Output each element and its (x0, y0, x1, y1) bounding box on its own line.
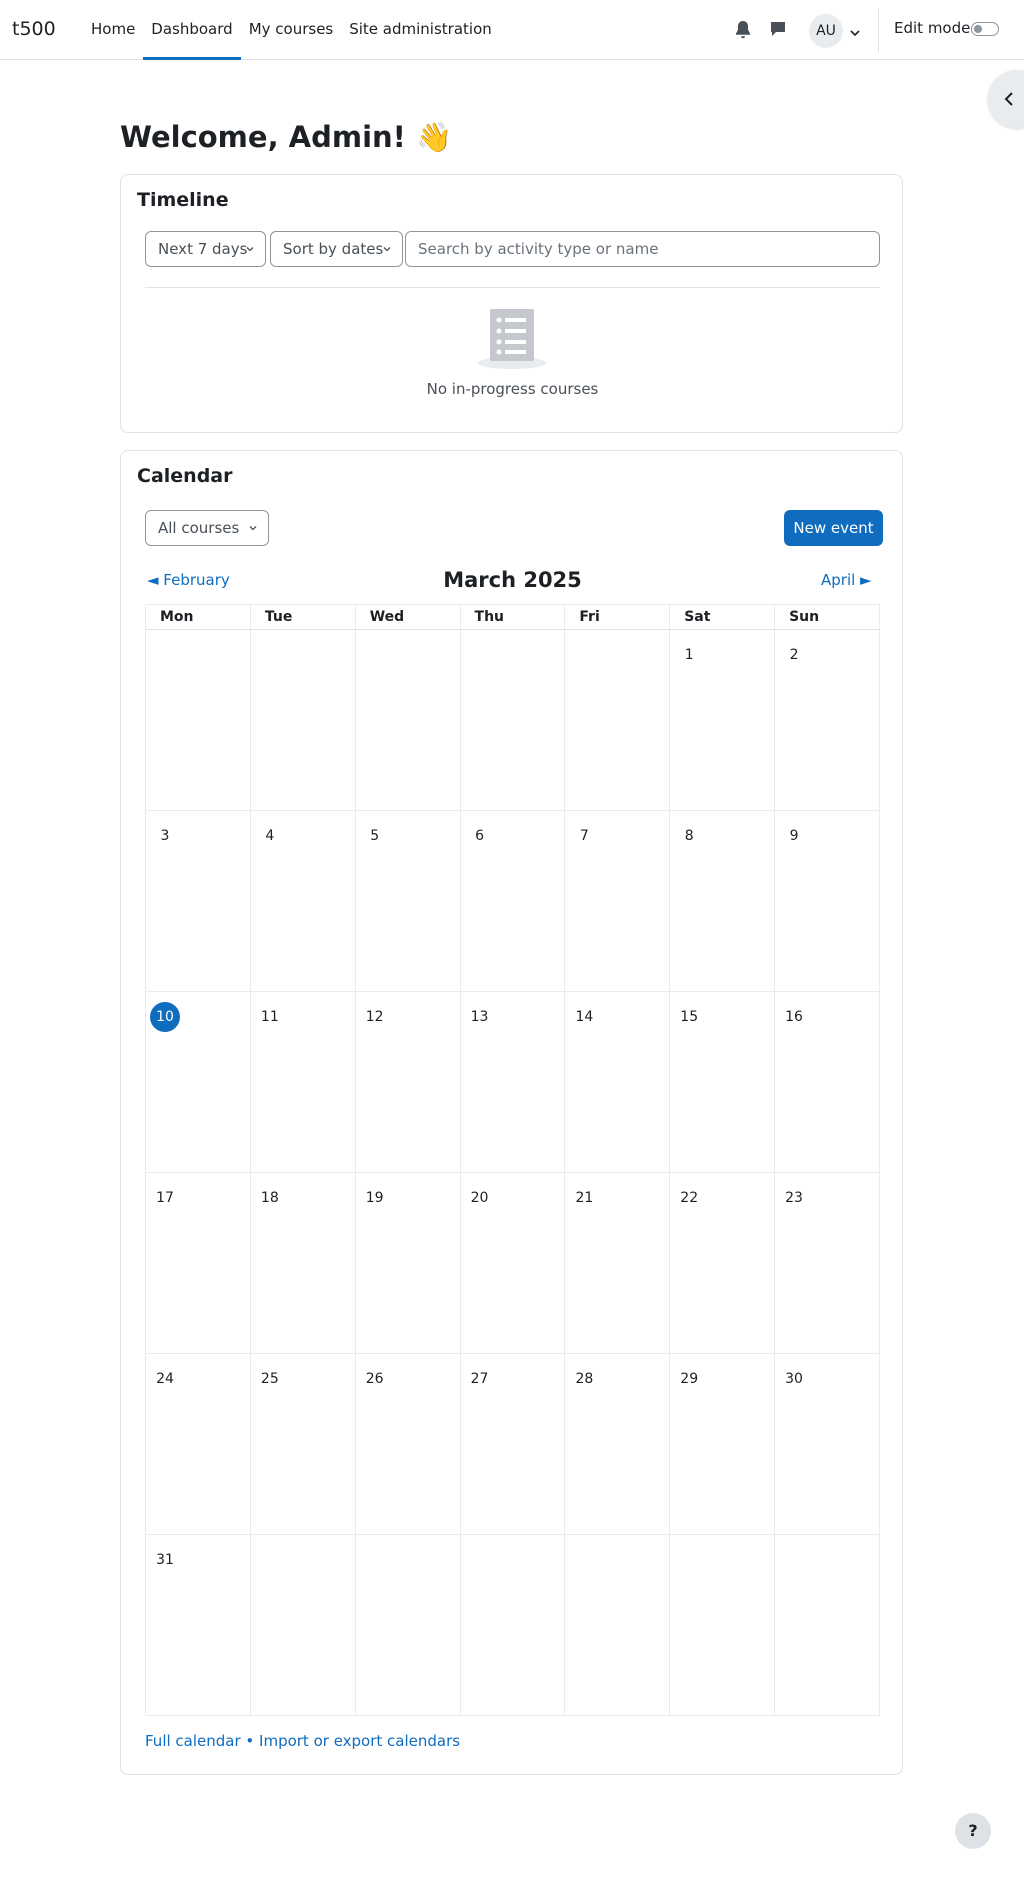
calendar-week-row (146, 1354, 880, 1535)
calendar-day-cell[interactable] (460, 992, 565, 1173)
top-navbar (0, 0, 1024, 60)
weekday-header: Fri (565, 605, 670, 630)
day-number: 7 (579, 828, 589, 844)
navbar-divider (878, 8, 879, 52)
calendar-empty-cell (565, 1535, 670, 1716)
day-number: 31 (156, 1552, 174, 1568)
day-number: 20 (470, 1190, 489, 1206)
open-block-drawer-button[interactable] (988, 70, 1024, 128)
weekday-header: Thu (460, 605, 565, 630)
calendar-day-cell[interactable] (460, 1354, 565, 1535)
next-month-link[interactable]: April ► (821, 571, 872, 589)
calendar-day-cell[interactable] (146, 811, 251, 992)
day-number: 24 (156, 1371, 174, 1387)
day-number: 11 (260, 1009, 279, 1025)
day-number: 29 (680, 1371, 699, 1387)
timeline-empty-message: No in-progress courses (426, 380, 599, 398)
chevron-down-icon[interactable] (849, 24, 861, 36)
day-number: 14 (575, 1009, 594, 1025)
site-brand[interactable]: t500 (12, 18, 56, 40)
day-number: 18 (260, 1190, 279, 1206)
timeline-range-dropdown[interactable]: Next 7 days (145, 231, 266, 267)
calendar-course-filter[interactable]: All courses (145, 510, 269, 546)
calendar-day-cell[interactable] (775, 992, 880, 1173)
day-number: 28 (575, 1371, 594, 1387)
calendar-day-cell[interactable] (146, 1535, 251, 1716)
day-number: 26 (365, 1371, 384, 1387)
day-number: 30 (785, 1371, 803, 1387)
day-number: 22 (680, 1190, 699, 1206)
primary-navigation (83, 0, 500, 60)
day-number: 8 (684, 828, 694, 844)
day-number: 27 (470, 1371, 489, 1387)
chat-icon[interactable] (769, 20, 789, 40)
calendar-empty-cell (775, 1535, 880, 1716)
day-number: 16 (785, 1009, 803, 1025)
calendar-empty-cell (460, 1535, 565, 1716)
calendar-day-cell[interactable] (775, 630, 880, 811)
nav-site-administration[interactable]: Site administration (349, 20, 492, 38)
day-number: 25 (260, 1371, 279, 1387)
chevron-down-icon (382, 244, 392, 254)
day-number: 12 (365, 1009, 384, 1025)
timeline-title: Timeline (137, 189, 229, 211)
calendar-day-cell[interactable] (670, 1354, 775, 1535)
calendar-day-cell[interactable] (460, 1173, 565, 1354)
calendar-day-cell[interactable] (565, 1354, 670, 1535)
calendar-week-row (146, 1173, 880, 1354)
calendar-day-cell[interactable] (355, 992, 460, 1173)
calendar-day-cell[interactable] (670, 1173, 775, 1354)
weekday-header: Tue (250, 605, 355, 630)
calendar-week-row (146, 992, 880, 1173)
day-number: 6 (475, 828, 484, 844)
calendar-day-cell[interactable] (250, 992, 355, 1173)
import-export-calendars-link[interactable]: Import or export calendars (259, 1732, 461, 1750)
chevron-left-icon (1002, 91, 1016, 107)
calendar-empty-cell (250, 1535, 355, 1716)
empty-courses-icon (476, 307, 548, 375)
weekday-header: Sat (670, 605, 775, 630)
calendar-day-cell[interactable] (565, 1173, 670, 1354)
previous-month-link[interactable]: ◄ February (147, 571, 230, 589)
weekday-header-row (146, 605, 880, 630)
timeline-sort-dropdown[interactable]: Sort by dates (270, 231, 403, 267)
timeline-search-input[interactable] (405, 231, 880, 267)
calendar-week-row (146, 1535, 880, 1716)
calendar-day-cell[interactable] (775, 811, 880, 992)
calendar-empty-cell (565, 630, 670, 811)
nav-dashboard[interactable]: Dashboard (143, 0, 240, 60)
new-event-button[interactable]: New event (784, 510, 883, 546)
today-day-number: 10 (150, 1002, 180, 1032)
edit-mode-label: Edit mode (894, 19, 971, 37)
calendar-empty-cell (146, 630, 251, 811)
calendar-day-cell[interactable] (250, 1354, 355, 1535)
calendar-week-row (146, 811, 880, 992)
calendar-day-cell[interactable] (670, 630, 775, 811)
help-button[interactable]: ? (955, 1813, 991, 1849)
day-number: 3 (160, 828, 170, 844)
calendar-empty-cell (355, 630, 460, 811)
calendar-week-row (146, 630, 880, 811)
day-number: 4 (265, 828, 275, 844)
timeline-block (120, 174, 903, 433)
calendar-day-cell[interactable] (355, 811, 460, 992)
calendar-day-cell[interactable] (146, 992, 251, 1173)
calendar-day-cell[interactable] (565, 811, 670, 992)
day-number: 21 (575, 1190, 594, 1206)
day-number: 23 (785, 1190, 803, 1206)
day-number: 9 (789, 828, 799, 844)
calendar-day-cell[interactable] (355, 1173, 460, 1354)
calendar-title: Calendar (137, 465, 233, 487)
day-number: 2 (789, 647, 799, 663)
calendar-day-cell[interactable] (670, 992, 775, 1173)
current-month-title: March 2025 (443, 568, 582, 592)
weekday-header: Wed (355, 605, 460, 630)
calendar-block (120, 450, 903, 1775)
calendar-day-cell[interactable] (460, 811, 565, 992)
calendar-day-cell[interactable] (775, 1173, 880, 1354)
page-title: Welcome, Admin! 👋 (120, 120, 453, 154)
nav-my-courses[interactable]: My courses (248, 20, 334, 38)
edit-mode-toggle[interactable] (971, 22, 999, 36)
calendar-empty-cell (355, 1535, 460, 1716)
calendar-day-cell[interactable] (146, 1173, 251, 1354)
calendar-day-cell[interactable] (775, 1354, 880, 1535)
calendar-day-cell[interactable] (670, 811, 775, 992)
calendar-day-cell[interactable] (250, 1173, 355, 1354)
nav-home[interactable]: Home (91, 20, 136, 38)
calendar-day-cell[interactable] (355, 1354, 460, 1535)
day-number: 5 (370, 828, 380, 844)
calendar-empty-cell (670, 1535, 775, 1716)
user-avatar[interactable]: AU (809, 14, 843, 48)
day-number: 15 (680, 1009, 699, 1025)
calendar-day-cell[interactable] (146, 1354, 251, 1535)
bell-icon[interactable] (734, 20, 754, 40)
day-number: 19 (365, 1190, 384, 1206)
weekday-header: Mon (146, 605, 251, 630)
calendar-body (146, 630, 880, 1716)
chevron-down-icon (248, 523, 258, 533)
chevron-down-icon (245, 244, 255, 254)
calendar-footer (145, 1732, 460, 1750)
calendar-day-cell[interactable] (250, 811, 355, 992)
calendar-grid (145, 604, 880, 1716)
calendar-day-cell[interactable] (565, 992, 670, 1173)
timeline-divider (145, 287, 880, 288)
weekday-header: Sun (775, 605, 880, 630)
footer-separator: • (240, 1732, 260, 1750)
day-number: 17 (156, 1190, 174, 1206)
calendar-empty-cell (250, 630, 355, 811)
day-number: 1 (684, 647, 694, 663)
day-number: 13 (470, 1009, 489, 1025)
full-calendar-link[interactable]: Full calendar (145, 1732, 241, 1750)
calendar-empty-cell (460, 630, 565, 811)
